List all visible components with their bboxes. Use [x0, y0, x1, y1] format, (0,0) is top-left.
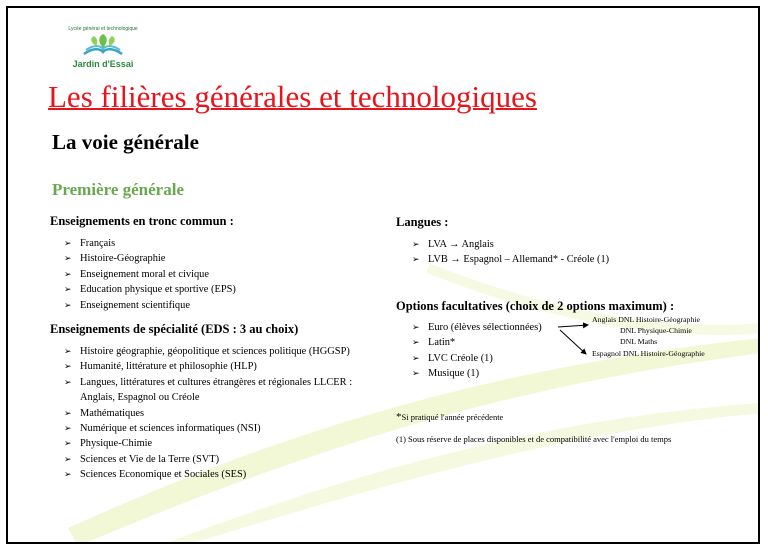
arrow-bullet-icon: ➢: [412, 337, 420, 348]
logo-name: Jardin d'Essai: [72, 59, 134, 69]
asterisk-symbol: *: [396, 411, 402, 423]
logo-tagline: Lycée général et technologique: [68, 26, 138, 32]
tronc-commun-heading: Enseignements en tronc commun :: [50, 214, 234, 228]
list-item: ➢ Mathématiques: [60, 406, 352, 421]
list-item: ➢ Histoire géographie, géopolitique et sciences politique (HGGSP): [60, 344, 352, 359]
arrow-bullet-icon: ➢: [412, 254, 420, 265]
list-item: ➢ LVA → Anglais: [408, 237, 609, 252]
arrow-bullet-icon: ➢: [64, 268, 72, 279]
arrow-bullet-icon: ➢: [412, 368, 420, 379]
arrow-bullet-icon: ➢: [64, 423, 72, 434]
arrow-bullet-icon: ➢: [64, 469, 72, 480]
list-item: ➢ Sciences Economique et Sociales (SES): [60, 467, 352, 482]
book-leaf-icon: [80, 32, 126, 58]
page-title: Les filières générales et technologiques: [48, 79, 537, 114]
arrow-bullet-icon: ➢: [64, 284, 72, 295]
arrow-bullet-icon: ➢: [64, 438, 72, 449]
euro-detail: Anglais DNL Histoire-Géographie: [592, 315, 700, 324]
arrow-bullet-icon: ➢: [64, 453, 72, 464]
tronc-commun-list: [60, 236, 236, 313]
arrow-bullet-icon: ➢: [64, 346, 72, 356]
list-item: ➢ Education physique et sportive (EPS): [60, 282, 236, 297]
list-item: ➢ Physique-Chimie: [60, 436, 352, 451]
list-item: ➢ Latin*: [408, 335, 542, 350]
arrow-bullet-icon: ➢: [64, 299, 72, 310]
list-item: ➢ Euro (élèves sélectionnées): [408, 320, 542, 335]
arrow-bullet-icon: ➢: [64, 376, 72, 387]
options-heading: Options facultatives (choix de 2 options maximum) :: [396, 299, 675, 313]
list-item: ➢ Numérique et sciences informatiques (NSI): [60, 421, 352, 436]
arrow-bullet-icon: ➢: [412, 322, 420, 332]
arrow-bullet-icon: ➢: [64, 253, 72, 264]
arrow-bullet-icon: ➢: [412, 239, 420, 249]
footnote-1: (1) Sous réserve de places disponibles et de compatibilité avec l'emploi du temps: [396, 434, 672, 444]
arrow-bullet-icon: ➢: [64, 407, 72, 418]
list-item: ➢ Langues, littératures et cultures étrangères et régionales LLCER : Anglais, Espagnol ou Créole: [60, 375, 352, 406]
euro-detail: DNL Maths: [620, 337, 658, 346]
list-item: ➢ Enseignement scientifique: [60, 298, 236, 313]
list-item: ➢ Français: [60, 236, 236, 251]
list-item: ➢ Histoire-Géographie: [60, 251, 236, 266]
options-list: [408, 320, 542, 382]
list-item: ➢ Humanité, littérature et philosophie (HLP): [60, 359, 352, 374]
euro-detail: Espagnol DNL Histoire-Géographie: [592, 349, 705, 358]
footnote-star: *Si pratiqué l'année précédente: [396, 411, 504, 423]
euro-arrows-icon: [556, 320, 596, 360]
document-page: [6, 6, 760, 544]
langues-list: [408, 237, 609, 268]
euro-detail: DNL Physique-Chimie: [620, 326, 692, 335]
specialite-heading: Enseignements de spécialité (EDS : 3 au choix): [50, 322, 299, 336]
list-item: ➢ Musique (1): [408, 366, 542, 381]
list-item: ➢ Enseignement moral et civique: [60, 267, 236, 282]
langues-heading: Langues :: [396, 215, 449, 229]
llcer-languages: Anglais, Espagnol ou Créole: [80, 392, 200, 404]
school-logo: [58, 26, 148, 76]
specialite-list: [60, 344, 352, 483]
arrow-bullet-icon: ➢: [64, 238, 72, 248]
page-subtitle: La voie générale: [52, 130, 199, 154]
arrow-bullet-icon: ➢: [412, 352, 420, 363]
list-item: ➢ LVC Créole (1): [408, 351, 542, 366]
list-item: ➢ LVB → Espagnol – Allemand* - Créole (1): [408, 252, 609, 267]
section-heading: Première générale: [52, 180, 184, 199]
list-item: ➢ Sciences et Vie de la Terre (SVT): [60, 452, 352, 467]
arrow-bullet-icon: ➢: [64, 361, 72, 372]
